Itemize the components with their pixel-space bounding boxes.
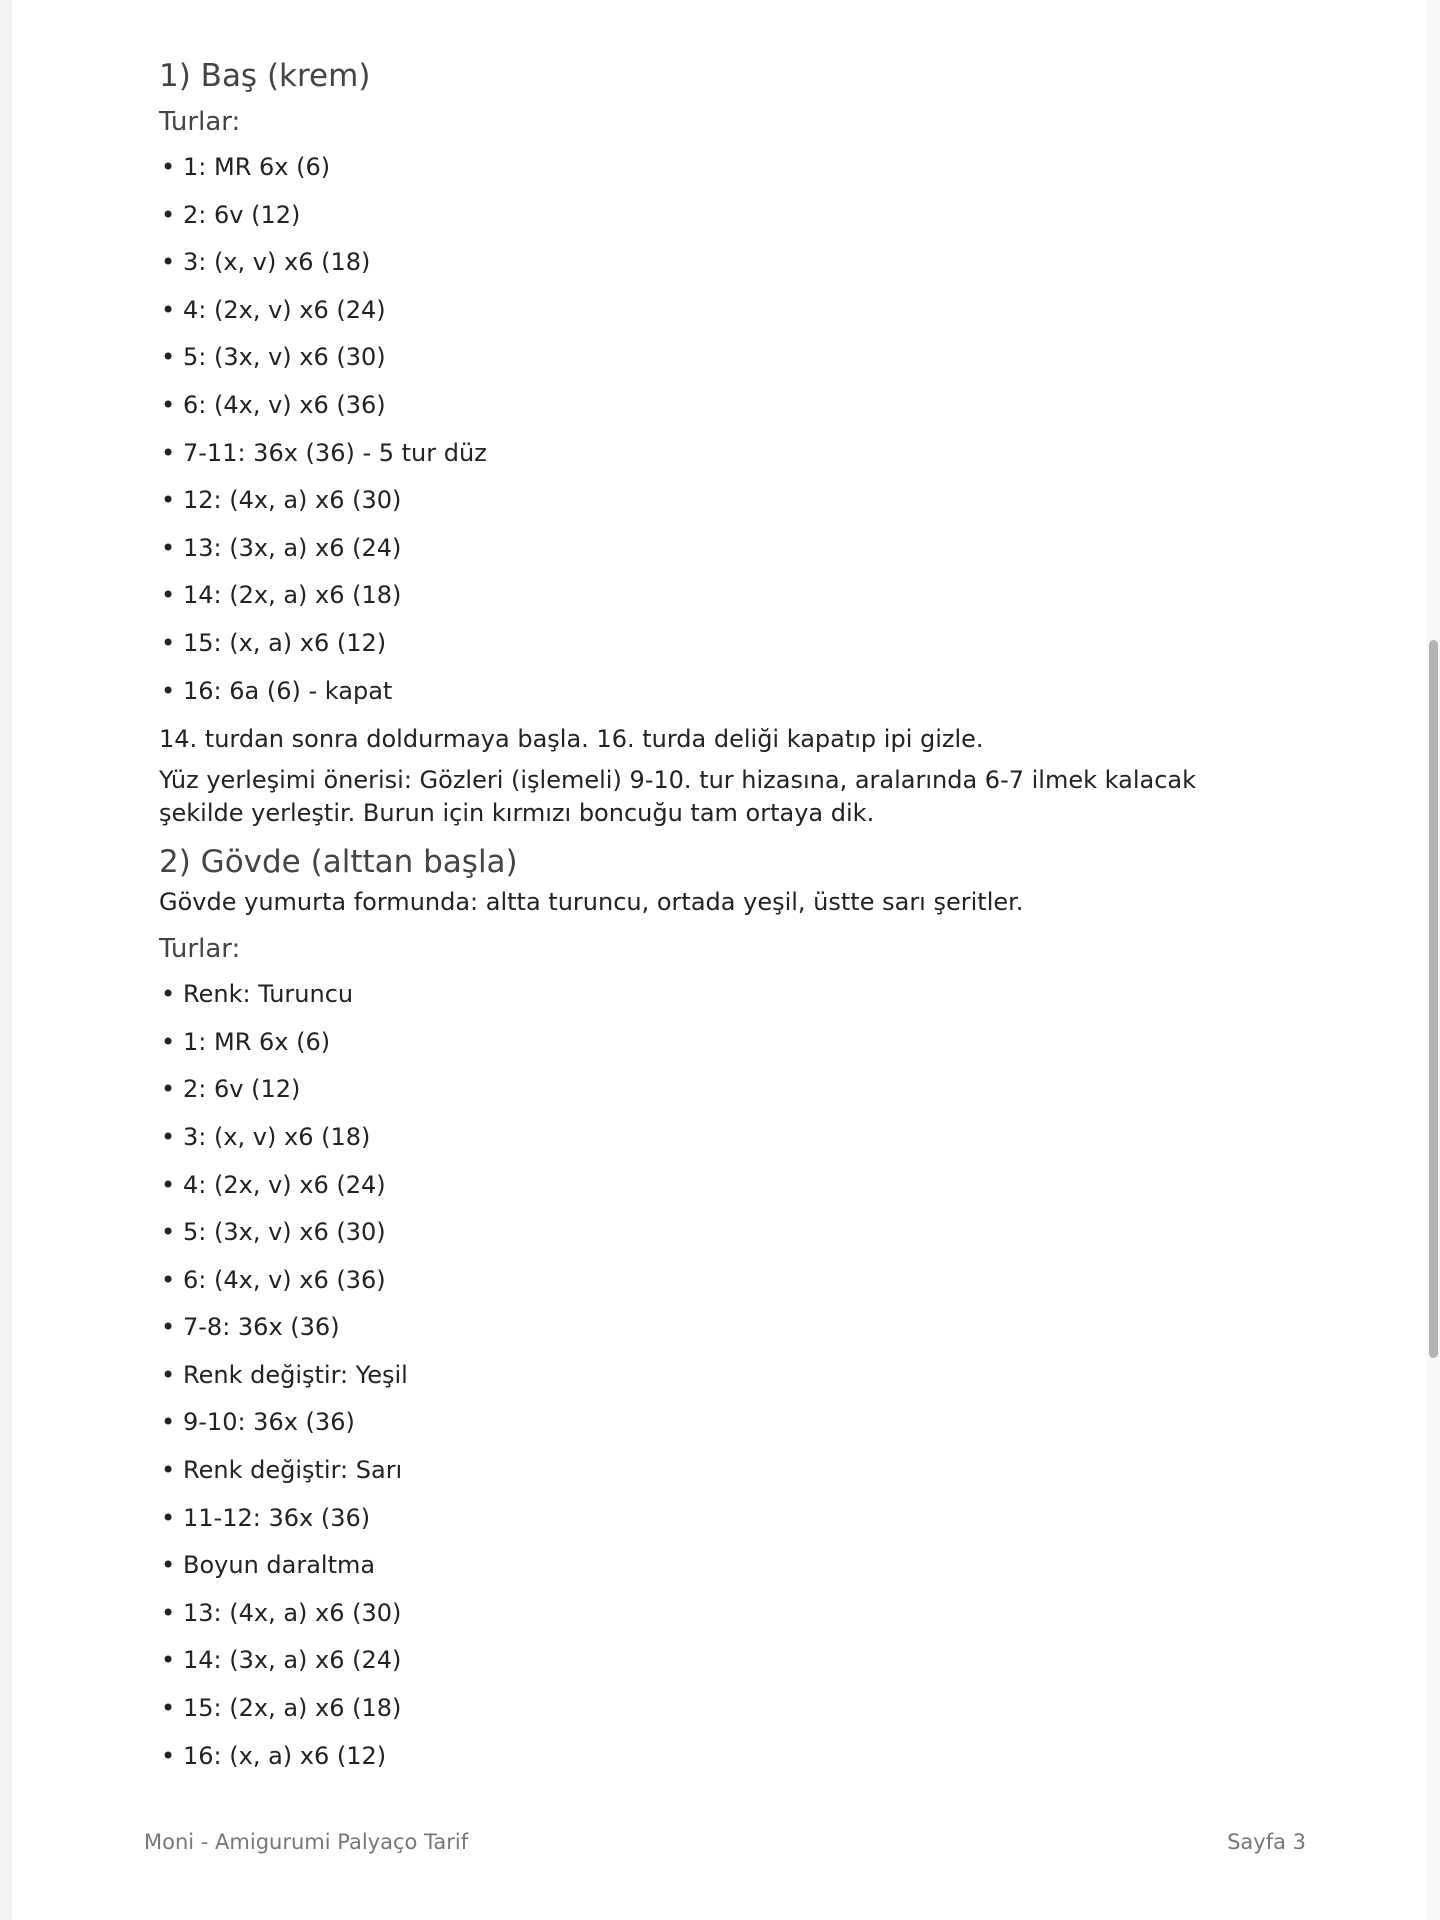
page-number: Sayfa 3 [1227,1830,1306,1854]
list-item: • 9-10: 36x (36) [159,1399,1309,1447]
list-item: • Renk: Turuncu [159,971,1309,1019]
head-rounds-list [159,144,1309,715]
list-item: • 14: (3x, a) x6 (24) [159,1637,1309,1685]
list-item: • 12: (4x, a) x6 (30) [159,477,1309,525]
list-item: • 15: (x, a) x6 (12) [159,620,1309,668]
list-item: • 5: (3x, v) x6 (30) [159,334,1309,382]
list-item: • 11-12: 36x (36) [159,1495,1309,1543]
list-item: • Renk değiştir: Sarı [159,1447,1309,1495]
list-item: • 3: (x, v) x6 (18) [159,239,1309,287]
list-item: • 6: (4x, v) x6 (36) [159,1257,1309,1305]
list-item: • 14: (2x, a) x6 (18) [159,572,1309,620]
list-item: • Boyun daraltma [159,1542,1309,1590]
list-item: • 16: (x, a) x6 (12) [159,1733,1309,1781]
page-content [159,52,1309,1780]
list-item: • 13: (3x, a) x6 (24) [159,525,1309,573]
page-footer [144,1830,1306,1854]
face-placement-note-line1: Yüz yerleşimi önerisi: Gözleri (işlemeli) 9-10. tur hizasına, aralarında 6-7 ilmek kalacak [159,766,1197,795]
list-item: • 1: MR 6x (6) [159,1019,1309,1067]
list-item: • 7-8: 36x (36) [159,1304,1309,1352]
list-item: • 4: (2x, v) x6 (24) [159,1162,1309,1210]
section-heading-body: 2) Gövde (alttan başla) [159,844,518,881]
footer-title: Moni - Amigurumi Palyaço Tarif [144,1830,469,1854]
list-item: • 1: MR 6x (6) [159,144,1309,192]
scrollbar[interactable] [1426,0,1440,1920]
rounds-label-body: Turlar: [159,934,241,965]
list-item: • 6: (4x, v) x6 (36) [159,382,1309,430]
list-item: • 13: (4x, a) x6 (30) [159,1590,1309,1638]
document-page [12,0,1432,1920]
list-item: • 2: 6v (12) [159,1066,1309,1114]
section-heading-head: 1) Baş (krem) [159,58,371,94]
list-item: • 4: (2x, v) x6 (24) [159,287,1309,335]
face-placement-note-line2: şekilde yerleştir. Burun için kırmızı boncuğu tam ortaya dik. [159,799,875,828]
list-item: • 16: 6a (6) - kapat [159,668,1309,716]
scrollbar-thumb[interactable] [1429,640,1438,1358]
list-item: • 5: (3x, v) x6 (30) [159,1209,1309,1257]
body-intro: Gövde yumurta formunda: altta turuncu, ortada yeşil, üstte sarı şeritler. [159,888,1024,917]
list-item: • 3: (x, v) x6 (18) [159,1114,1309,1162]
rounds-label-head: Turlar: [159,107,241,137]
list-item: • Renk değiştir: Yeşil [159,1352,1309,1400]
list-item: • 15: (2x, a) x6 (18) [159,1685,1309,1733]
list-item: • 2: 6v (12) [159,192,1309,240]
list-item: • 7-11: 36x (36) - 5 tur düz [159,430,1309,478]
body-rounds-list [159,971,1309,1780]
stuffing-note: 14. turdan sonra doldurmaya başla. 16. turda deliği kapatıp ipi gizle. [159,725,984,754]
